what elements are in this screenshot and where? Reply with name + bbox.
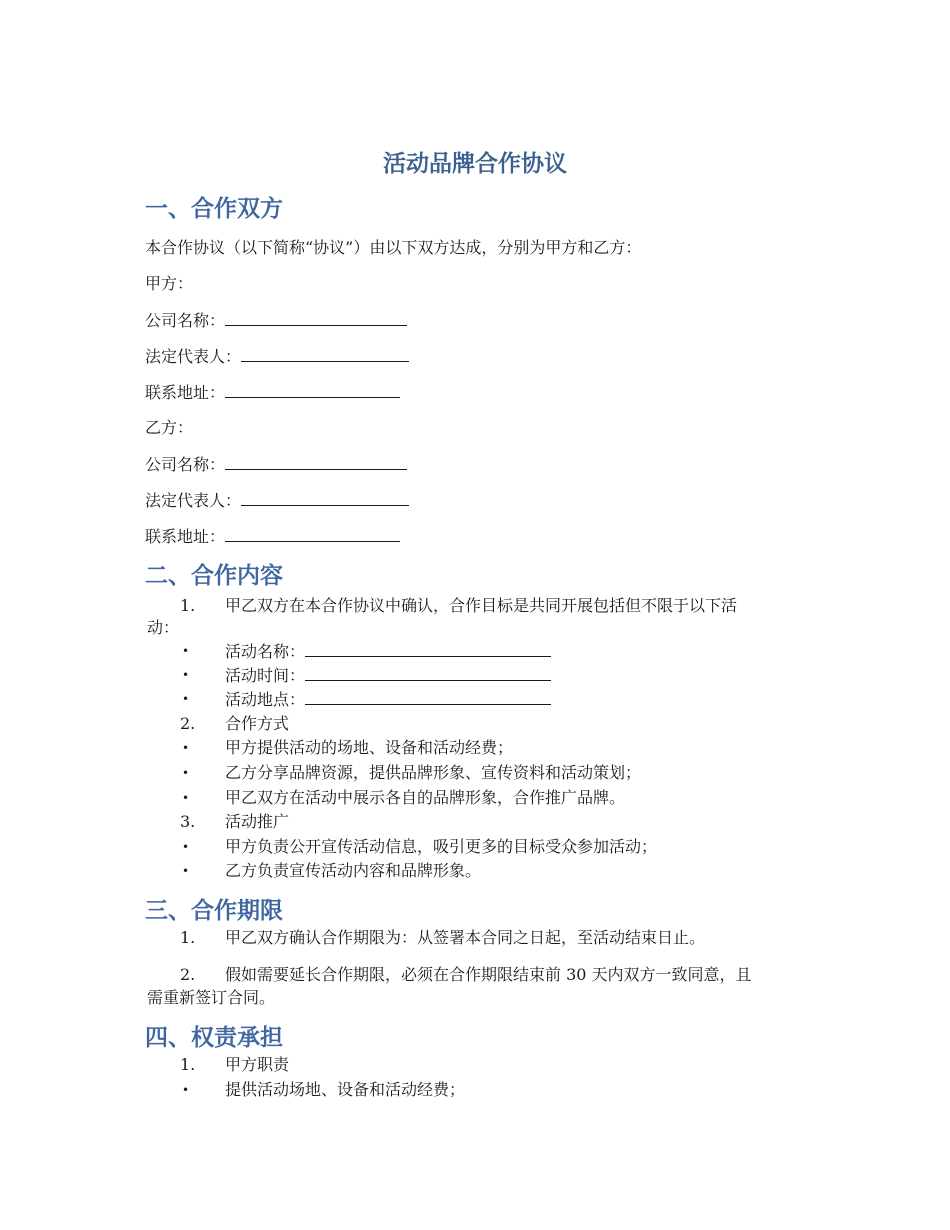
activity-name-blank[interactable] <box>305 639 551 657</box>
section-heading-responsibilities: 四、权责承担 <box>145 1025 283 1051</box>
term-item1-text: 甲乙双方确认合作期限为：从签署本合同之日起，至活动结束日止。 <box>225 928 706 947</box>
list-number: 1. <box>180 596 196 615</box>
activity-time-blank[interactable] <box>305 663 551 681</box>
bullet-icon: • <box>182 741 190 755</box>
activity-place-label: 活动地点： <box>225 690 306 709</box>
party-b-rep-label: 法定代表人： <box>145 491 242 510</box>
party-a-company-row <box>145 308 407 333</box>
party-b-address-row <box>145 524 400 549</box>
party-a-label: 甲方： <box>145 274 194 293</box>
bullet-icon: • <box>182 1083 190 1097</box>
section-heading-parties: 一、合作双方 <box>145 196 283 222</box>
content-item1-text: 甲乙双方在本合作协议中确认，合作目标是共同开展包括但不限于以下活 <box>225 596 738 615</box>
list-item: 甲乙双方在活动中展示各自的品牌形象，合作推广品牌。 <box>225 788 626 807</box>
party-a-rep-row <box>145 344 409 369</box>
activity-name-row <box>225 639 551 664</box>
party-b-address-blank[interactable] <box>225 524 400 542</box>
list-item: 乙方分享品牌资源，提供品牌形象、宣传资料和活动策划； <box>225 763 642 782</box>
party-a-address-label: 联系地址： <box>145 383 226 402</box>
content-item3-title: 活动推广 <box>225 812 290 831</box>
party-b-rep-blank[interactable] <box>241 488 409 506</box>
list-item: 甲方提供活动的场地、设备和活动经费； <box>225 738 514 757</box>
list-item: 提供活动场地、设备和活动经费； <box>225 1080 466 1099</box>
bullet-icon: • <box>182 791 190 805</box>
bullet-icon: • <box>182 692 190 706</box>
party-a-company-blank[interactable] <box>225 308 407 326</box>
party-b-company-blank[interactable] <box>225 452 407 470</box>
activity-place-row <box>225 687 551 712</box>
list-number: 3. <box>180 812 196 831</box>
bullet-icon: • <box>182 864 190 878</box>
document-title: 活动品牌合作协议 <box>383 151 567 177</box>
party-a-rep-label: 法定代表人： <box>145 347 242 366</box>
activity-time-row <box>225 663 551 688</box>
list-number: 2. <box>180 714 196 733</box>
party-b-company-label: 公司名称： <box>145 455 226 474</box>
party-a-rep-blank[interactable] <box>241 344 409 362</box>
list-item: 甲方负责公开宣传活动信息，吸引更多的目标受众参加活动； <box>225 837 658 856</box>
term-item2-text: 假如需要延长合作期限，必须在合作期限结束前 30 天内双方一致同意，且 <box>225 965 752 984</box>
term-item2-continuation: 需重新签订合同。 <box>147 988 276 1007</box>
activity-time-label: 活动时间： <box>225 666 306 685</box>
list-number: 1. <box>180 928 196 947</box>
list-number: 1. <box>180 1055 196 1074</box>
activity-place-blank[interactable] <box>305 687 551 705</box>
content-item2-title: 合作方式 <box>225 714 290 733</box>
party-a-company-label: 公司名称： <box>145 311 226 330</box>
party-a-address-row <box>145 380 400 405</box>
bullet-icon: • <box>182 840 190 854</box>
bullet-icon: • <box>182 766 190 780</box>
section-heading-term: 三、合作期限 <box>145 898 283 924</box>
party-b-rep-row <box>145 488 409 513</box>
list-number: 2. <box>180 965 196 984</box>
responsibility-item1-title: 甲方职责 <box>225 1055 290 1074</box>
parties-intro: 本合作协议（以下简称“协议”）由以下双方达成，分别为甲方和乙方： <box>145 238 642 257</box>
party-b-company-row <box>145 452 407 477</box>
bullet-icon: • <box>182 668 190 682</box>
bullet-icon: • <box>182 644 190 658</box>
section-heading-content: 二、合作内容 <box>145 563 283 589</box>
party-b-label: 乙方： <box>145 418 194 437</box>
activity-name-label: 活动名称： <box>225 642 306 661</box>
party-a-address-blank[interactable] <box>225 380 400 398</box>
content-item1-continuation: 动： <box>147 618 180 637</box>
party-b-address-label: 联系地址： <box>145 527 226 546</box>
list-item: 乙方负责宣传活动内容和品牌形象。 <box>225 861 482 880</box>
